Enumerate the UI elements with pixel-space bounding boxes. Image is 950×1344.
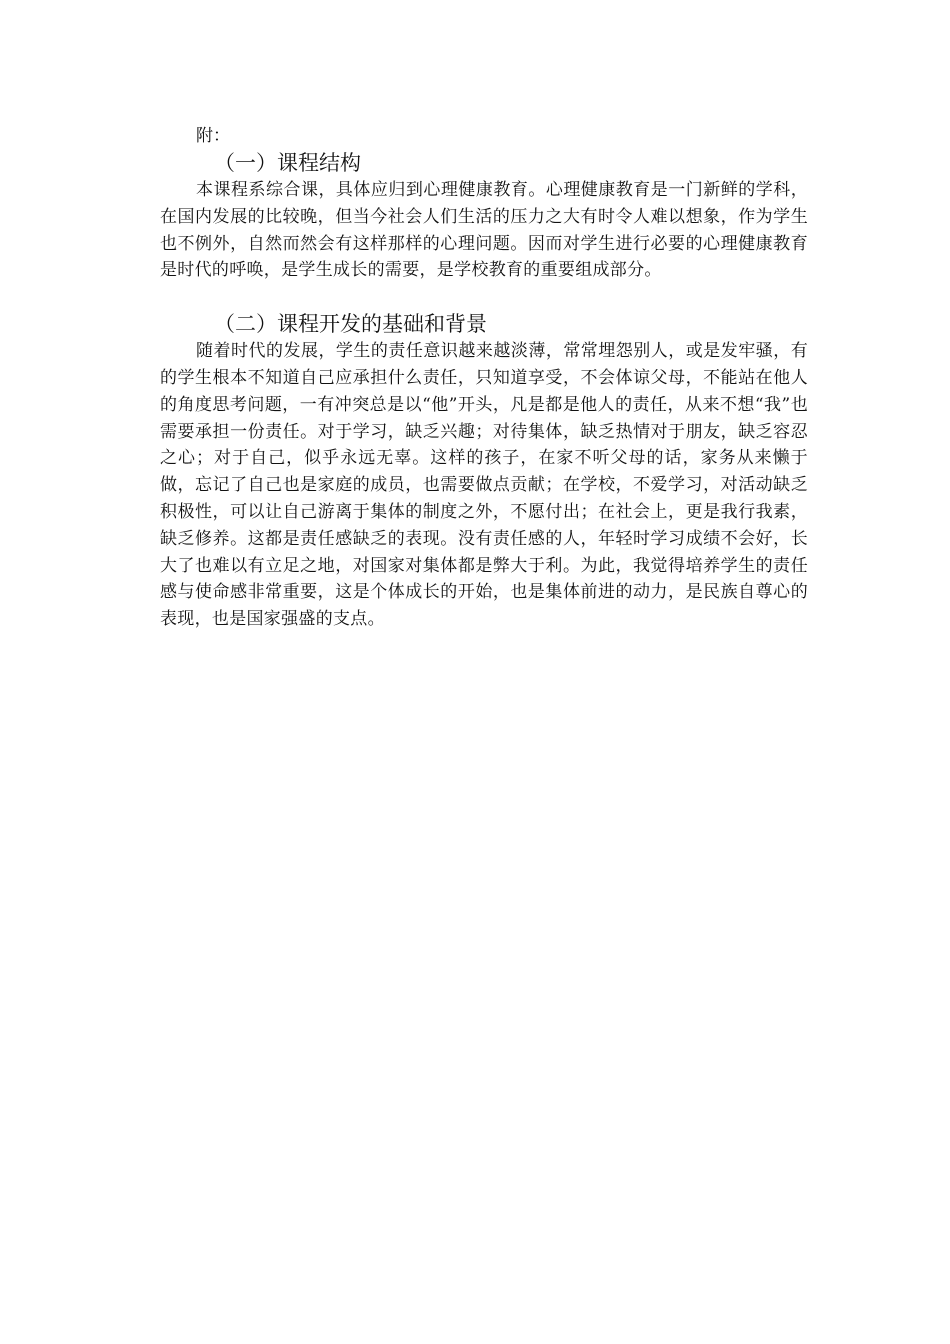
document-content <box>160 123 808 633</box>
section-body-development-background: 随着时代的发展，学生的责任意识越来越淡薄，常常埋怨别人，或是发牢骚，有的学生根本不知道自己应承担什么责任，只知道享受，不会体谅父母，不能站在他人的角度思考问题，一有冲突总是以“他”开头，凡是都是他人的责任，从来不想“我”也需要承担一份责任。对于学习，缺乏兴趣；对待集体，缺乏热情对于朋友，缺乏容忍之心；对于自己，似乎永远无辜。这样的孩子，在家不听父母的话，家务从来懒于做，忘记了自己也是家庭的成员，也需要做点贡献；在学校，不爱学习，对活动缺乏积极性，可以让自己游离于集体的制度之外，不愿付出；在社会上，更是我行我素，缺乏修养。这都是责任感缺乏的表现。没有责任感的人，年轻时学习成绩不会好，长大了也难以有立足之地，对国家对集体都是弊大于利。为此，我觉得培养学生的责任感与使命感非常重要，这是个体成长的开始，也是集体前进的动力，是民族自尊心的表现，也是国家强盛的支点。 <box>160 341 808 630</box>
section-heading-course-structure: （一）课程结构 <box>214 151 361 175</box>
appendix-label: 附： <box>196 126 230 146</box>
section-heading-development-background: （二）课程开发的基础和背景 <box>214 312 487 337</box>
section-body-course-structure: 本课程系综合课，具体应归到心理健康教育。心理健康教育是一门新鲜的学科，在国内发展的比较晚，但当今社会人们生活的压力之大有时令人难以想象，作为学生也不例外，自然而然会有这样那样的心理问题。因而对学生进行必要的心理健康教育是时代的呼唤，是学生成长的需要，是学校教育的重要组成部分。 <box>160 180 808 281</box>
